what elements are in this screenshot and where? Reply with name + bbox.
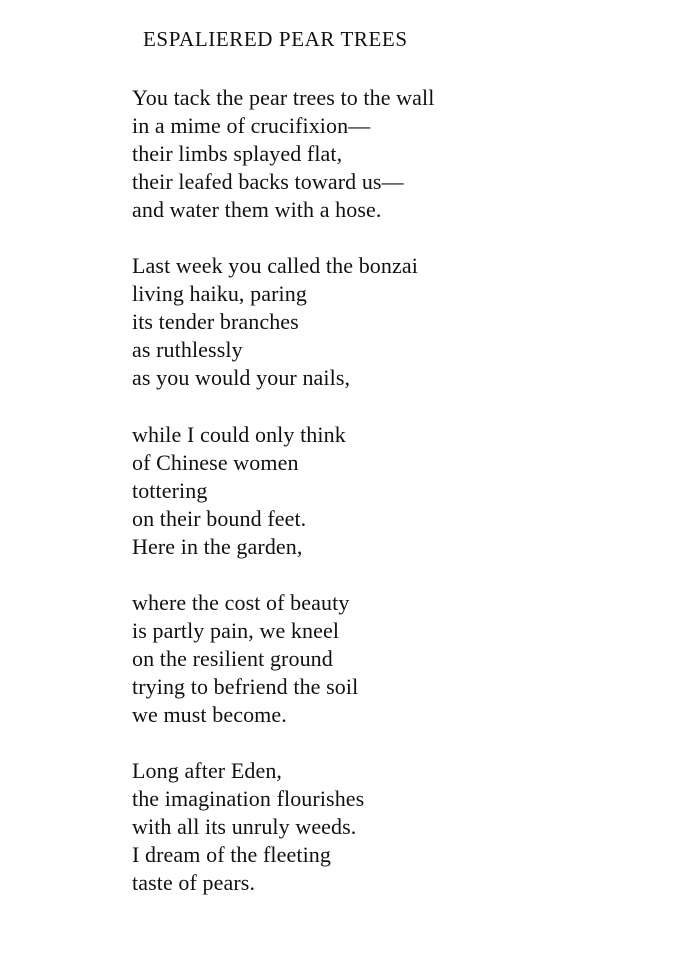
poem-line: is partly pain, we kneel [132,618,340,643]
poem-line: tottering [132,478,208,503]
poem-line: on their bound feet. [132,506,307,531]
poem-line: and water them with a hose. [132,197,382,222]
poem-line: the imagination flourishes [132,786,365,811]
poem-line: living haiku, paring [132,281,307,306]
poem-line: as ruthlessly [132,337,243,362]
poem-line: where the cost of beauty [132,590,350,615]
poem-title: ESPALIERED PEAR TREES [143,27,408,51]
poem-line: while I could only think [132,422,346,447]
poem-line: in a mime of crucifixion— [132,113,371,138]
poem-line: their leafed backs toward us— [132,169,404,194]
stanza-2 [132,252,418,392]
poem-line: trying to befriend the soil [132,674,359,699]
poem-line: we must become. [132,702,287,727]
poem-line: as you would your nails, [132,365,351,390]
poem-line: taste of pears. [132,870,256,895]
stanza-1 [132,84,434,224]
poem-line: with all its unruly weeds. [132,814,357,839]
stanza-4 [132,589,358,729]
poem-line: Here in the garden, [132,534,303,559]
poem-line: of Chinese women [132,450,299,475]
poem-line: I dream of the fleeting [132,842,331,867]
poem-line: Last week you called the bonzai [132,253,418,278]
poem-line: You tack the pear trees to the wall [132,85,435,110]
poem-line: Long after Eden, [132,758,283,783]
stanza-3 [132,421,346,561]
poem-line: on the resilient ground [132,646,333,671]
poem-line: their limbs splayed flat, [132,141,343,166]
poem-line: its tender branches [132,309,299,334]
stanza-5 [132,757,364,897]
